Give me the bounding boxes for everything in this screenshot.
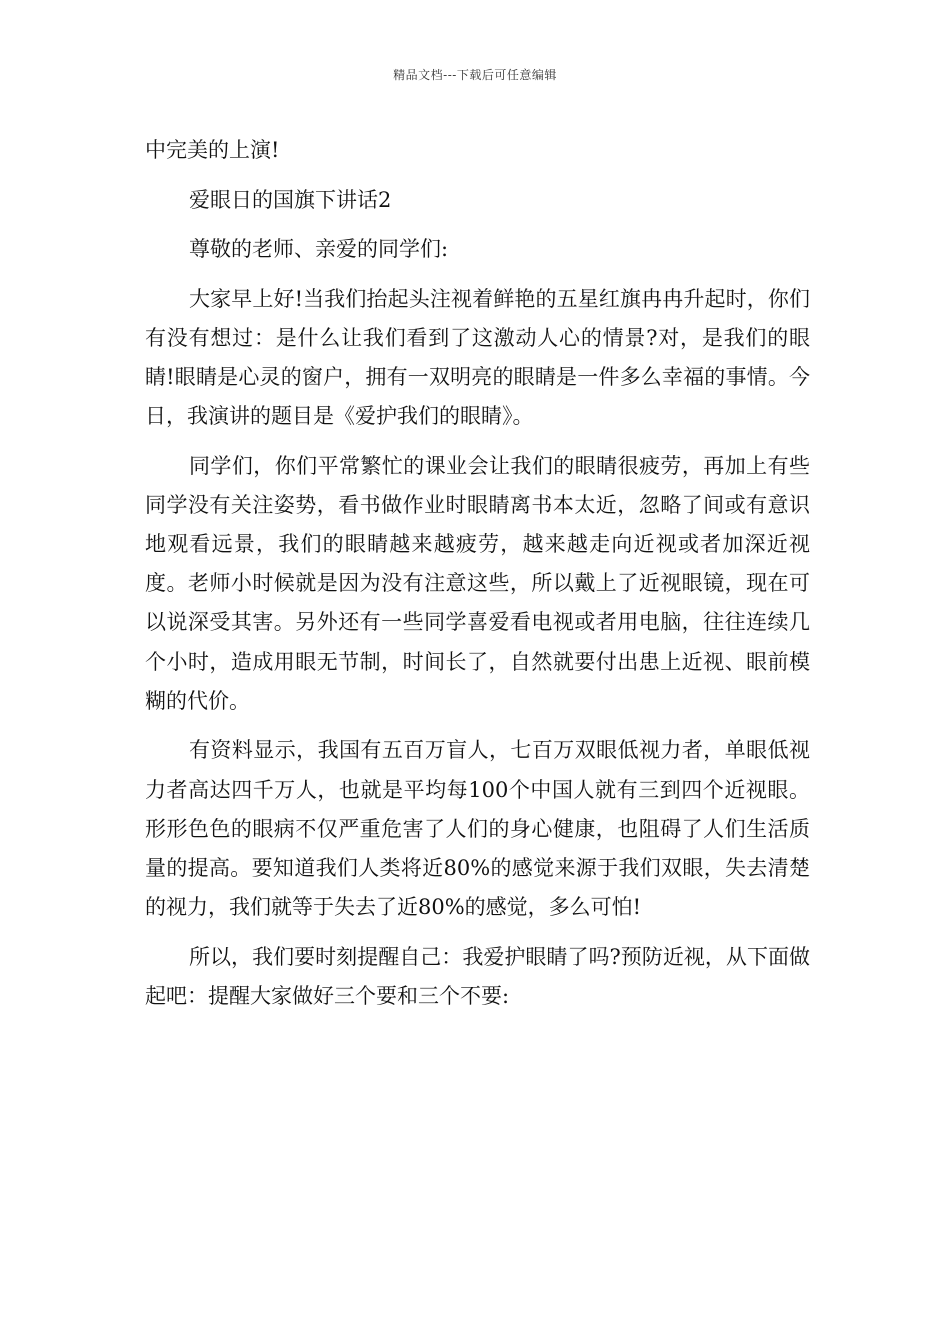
- salutation: 尊敬的老师、亲爱的同学们:: [189, 237, 449, 261]
- paragraph-greeting: 大家早上好!当我们抬起头注视着鲜艳的五星红旗冉冉升起时，你们有没有想过：是什么让我们看到了这激动人心的情景?对，是我们的眼睛!眼睛是心灵的窗户，拥有一双明亮的眼睛是一件多么幸福的事情。今日，我演讲的题目是《爱护我们的眼睛》。: [145, 286, 810, 429]
- document-body: [145, 131, 810, 1026]
- paragraph-eye-fatigue: 同学们，你们平常繁忙的课业会让我们的眼睛很疲劳，再加上有些同学没有关注姿势，看书做作业时眼睛离书本太近，忽略了间或有意识地观看远景，我们的眼睛越来越疲劳，越来越走向近视或者加深近视度。老师小时候就是因为没有注意这些，所以戴上了近视眼镜，现在可以说深受其害。另外还有一些同学喜爱看电视或者用电脑，往往连续几个小时，造成用眼无节制，时间长了，自然就要付出患上近视、眼前模糊的代价。: [145, 453, 810, 713]
- paragraph-continuation: 中完美的上演!: [145, 138, 280, 162]
- page-header: 精品文档---下载后可任意编辑: [393, 68, 557, 82]
- paragraph-conclusion: 所以，我们要时刻提醒自己：我爱护眼睛了吗?预防近视，从下面做起吧：提醒大家做好三个要和三个不要:: [145, 944, 810, 1008]
- section-title: 爱眼日的国旗下讲话2: [189, 187, 392, 212]
- paragraph-statistics: 有资料显示，我国有五百万盲人，七百万双眼低视力者，单眼低视力者高达四千万人，也就是平均每100个中国人就有三到四个近视眼。形形色色的眼病不仅严重危害了人们的身心健康，也阻碍了人们生活质量的提高。要知道我们人类将近80%的感觉来源于我们双眼，失去清楚的视力，我们就等于失去了近80%的感觉，多么可怕!: [145, 738, 810, 920]
